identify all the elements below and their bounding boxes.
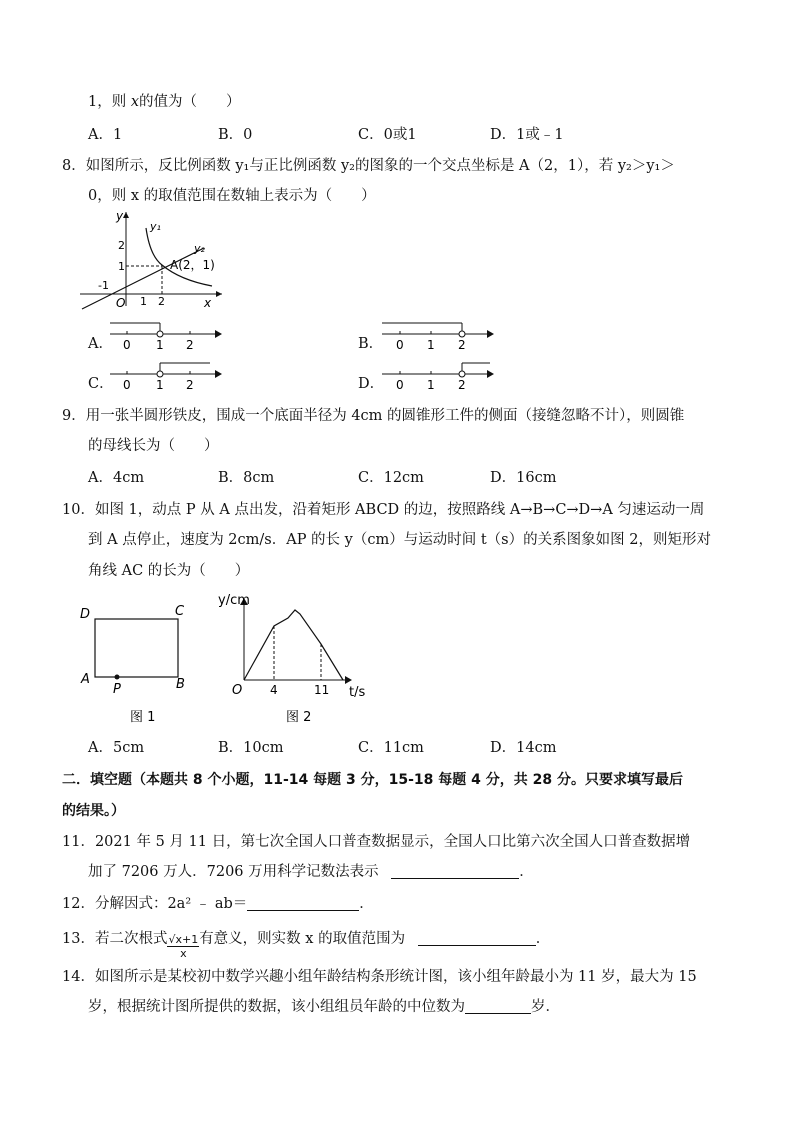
q8-graph-xtick-m1: -1 — [98, 279, 109, 292]
q9-option-c[interactable]: C．12cm — [358, 470, 424, 486]
q10-figure-2 — [218, 588, 378, 728]
q10-fig2-t2: 11 — [314, 683, 330, 697]
q13-answer-blank[interactable] — [418, 931, 536, 946]
q8-graph-point-a: A(2，1) — [170, 258, 215, 272]
q7-stem: 1，则 x的值为（ ） — [88, 94, 241, 110]
q8-graph-curve-y1: y₁ — [150, 220, 161, 233]
q8-graph-curve-y2: y₂ — [194, 242, 205, 255]
q10-fig2-caption: 图 2 — [286, 710, 312, 725]
q9-option-d[interactable]: D．16cm — [490, 470, 557, 486]
q8-option-b-tick-0: 0 — [396, 338, 404, 352]
q8-graph-xtick-2: 2 — [158, 295, 165, 308]
q8-option-a-label[interactable]: A． — [88, 336, 113, 352]
q14-answer-blank[interactable] — [465, 999, 531, 1014]
q13-fraction: $\frac{√x+1}{x}$ — [168, 933, 199, 960]
q10-fig2-origin: O — [232, 683, 243, 698]
q10-fig1-caption: 图 1 — [130, 710, 156, 725]
q10-fig1-p: P — [113, 682, 121, 697]
q14-stem-line2: 岁，根据统计图所提供的数据，该小组组员年龄的中位数为 岁． — [88, 999, 560, 1015]
q8-option-c-tick-1: 1 — [156, 378, 164, 392]
q7-option-a[interactable]: A．1 — [88, 127, 123, 143]
q10-fig1-b: B — [176, 677, 185, 692]
q10-fig2-y-label: y/cm — [218, 593, 250, 608]
q10-fig1-d: D — [80, 607, 91, 622]
q8-stem-line2: 0，则 x 的取值范围在数轴上表示为（ ） — [88, 188, 376, 204]
q14-stem-line1: 14．如图所示是某校初中数学兴趣小组年龄结构条形统计图，该小组年龄最小为 11 岁，最大为 15 — [62, 969, 697, 985]
q8-option-c-tick-2: 2 — [186, 378, 194, 392]
q8-stem-line1: 8．如图所示，反比例函数 y₁与正比例函数 y₂的图象的一个交点坐标是 A（2，1），若 y₂＞y₁＞ — [62, 158, 675, 174]
q13-stem: 13．若二次根式 $\frac{√x+1}{x}$ 有意义，则实数 x 的取值范围为 ． — [62, 931, 551, 960]
q8-graph-y-label: y — [116, 209, 124, 223]
q12-answer-blank[interactable] — [247, 896, 359, 911]
q8-option-d-numberline[interactable] — [382, 358, 500, 392]
q7-option-c[interactable]: C．0或1 — [358, 127, 417, 143]
q8-option-c-label[interactable]: C． — [88, 376, 114, 392]
q10-fig2-x-label: t/s — [349, 685, 366, 700]
q8-option-a-tick-2: 2 — [186, 338, 194, 352]
q8-graph-x-label: x — [204, 296, 212, 310]
q9-option-a[interactable]: A．4cm — [88, 470, 145, 486]
q8-option-c-tick-0: 0 — [123, 378, 131, 392]
q10-figure-1 — [78, 598, 198, 728]
q8-option-b-numberline[interactable] — [382, 318, 500, 352]
q8-option-a-tick-0: 0 — [123, 338, 131, 352]
q8-graph-origin: O — [116, 296, 126, 310]
q9-stem-line1: 9．用一张半圆形铁皮，围成一个底面半径为 4cm 的圆锥形工件的侧面（接缝忽略不计），则圆锥 — [62, 408, 685, 424]
q10-stem-line3: 角线 AC 的长为（ ） — [88, 563, 250, 579]
q8-graph — [80, 208, 230, 308]
q11-answer-blank[interactable] — [391, 864, 519, 879]
q9-option-b[interactable]: B．8cm — [218, 470, 275, 486]
section-2-heading-line2: 的结果。） — [62, 803, 125, 819]
q10-fig2-t1: 4 — [270, 683, 278, 697]
q7-option-d[interactable]: D．1或﹣1 — [490, 127, 564, 143]
q7-option-b[interactable]: B．0 — [218, 127, 253, 143]
q8-option-b-label[interactable]: B． — [358, 336, 384, 352]
q8-option-d-label[interactable]: D． — [358, 376, 385, 392]
q10-stem-line1: 10．如图 1，动点 P 从 A 点出发，沿着矩形 ABCD 的边，按照路线 A→B→C→D→A 匀速运动一周 — [62, 502, 705, 518]
section-2-heading-line1: 二．填空题（本题共 8 个小题，11-14 每题 3 分，15-18 每题 4 分，共 28 分。只要求填写最后 — [62, 772, 683, 788]
q8-option-d-tick-1: 1 — [427, 378, 435, 392]
q8-option-b-tick-1: 1 — [427, 338, 435, 352]
q12-stem: 12．分解因式：2a² ﹣ ab＝ ． — [62, 896, 374, 912]
q8-graph-ytick-2: 2 — [118, 239, 125, 252]
q9-stem-line2: 的母线长为（ ） — [88, 438, 219, 454]
q10-option-c[interactable]: C．11cm — [358, 740, 424, 756]
q10-fig1-a: A — [81, 672, 90, 687]
q8-graph-ytick-1: 1 — [118, 260, 125, 273]
q8-option-d-tick-2: 2 — [458, 378, 466, 392]
q11-stem-line1: 11．2021 年 5 月 11 日，第七次全国人口普查数据显示，全国人口比第六次全国人口普查数据增 — [62, 834, 691, 850]
q10-option-a[interactable]: A．5cm — [88, 740, 145, 756]
q8-option-a-numberline[interactable] — [110, 318, 228, 352]
q8-graph-xtick-1: 1 — [140, 295, 147, 308]
q10-fig1-c: C — [175, 604, 185, 619]
q10-stem-line2: 到 A 点停止，速度为 2cm/s．AP 的长 y（cm）与运动时间 t（s）的关系图象如图 2，则矩形对 — [88, 532, 711, 548]
q8-option-b-tick-2: 2 — [458, 338, 466, 352]
q10-option-b[interactable]: B．10cm — [218, 740, 284, 756]
q11-stem-line2: 加了 7206 万人．7206 万用科学记数法表示 ． — [88, 864, 534, 880]
q8-option-c-numberline[interactable] — [110, 358, 228, 392]
q8-option-a-tick-1: 1 — [156, 338, 164, 352]
q10-option-d[interactable]: D．14cm — [490, 740, 557, 756]
q8-option-d-tick-0: 0 — [396, 378, 404, 392]
